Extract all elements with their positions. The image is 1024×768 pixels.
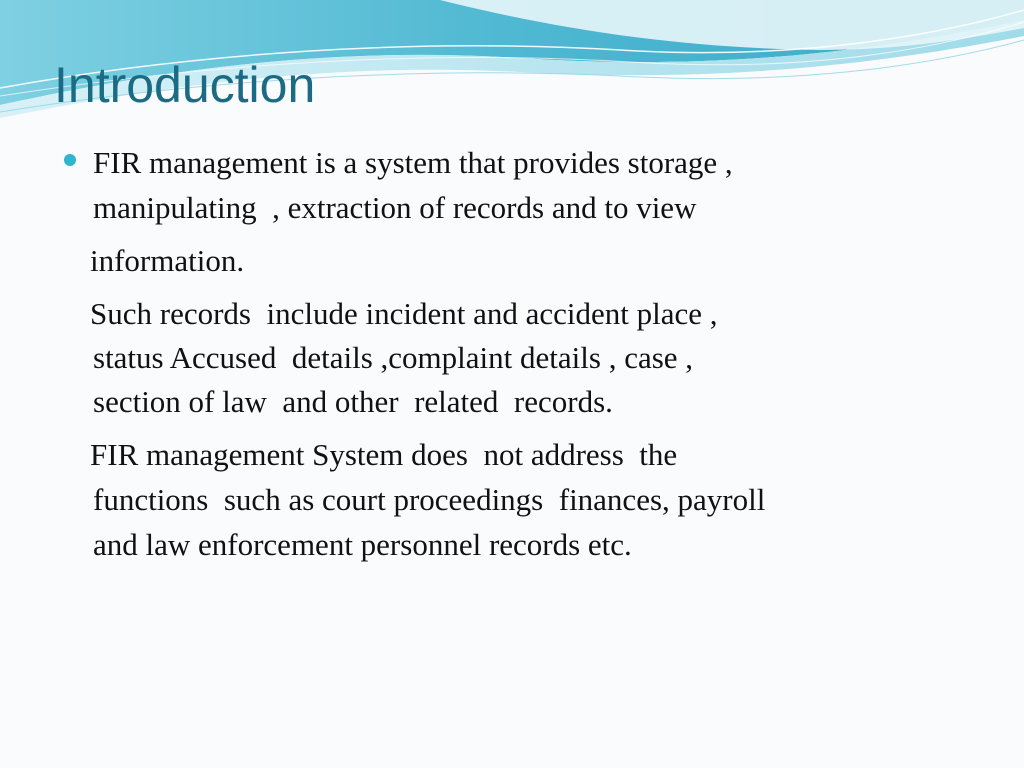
body-line: manipulating , extraction of records and to view <box>93 190 697 225</box>
body-line: functions such as court proceedings finances, payroll <box>93 482 766 517</box>
body-line: information. <box>90 243 245 278</box>
body-line: status Accused details ,complaint details , case , <box>93 340 694 375</box>
body-line: and law enforcement personnel records etc. <box>93 527 632 562</box>
body-line: section of law and other related records. <box>93 384 613 419</box>
body-line: FIR management is a system that provides storage , <box>93 145 733 180</box>
slide-title: Introduction <box>54 57 316 113</box>
body-line: FIR management System does not address the <box>90 437 678 472</box>
body-line: Such records include incident and accident place , <box>90 296 718 331</box>
bullet-icon <box>64 154 76 166</box>
